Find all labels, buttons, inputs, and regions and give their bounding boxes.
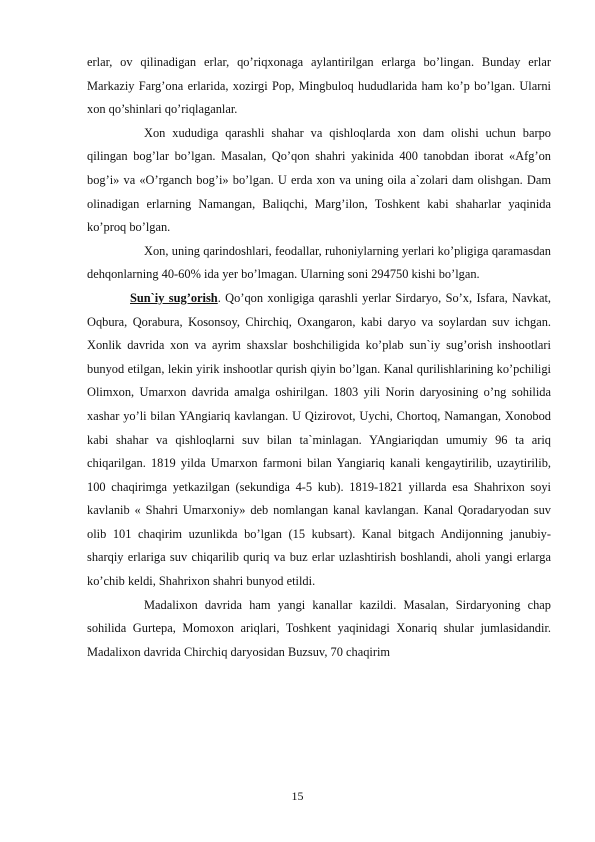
paragraph-text: . Qo’qon xonligiga qarashli yerlar Sirdaryo, So’x, Isfara, Navkat, Oqbura, Qorabura, Kosonsoy, Chirchiq, Oxangaron, kabi daryo va soylardan suv ichgan. Xonlik davrida xon va ayrim shaxslar boshchiligida ko’plab sun`iy sug’orish inshootlari bunyod etilgan, lekin yirik inshootlar qurish qiyin bo’lgan. Kanal qurilishlarining ko’pchiligi Olimxon, Umarxon davrida amalga oshirilgan. 1803 yili Norin daryosining o’ng sohilida xashar yo’li bilan YAngiariq kavlangan. U Qizirovot, Uychi, Chortoq, Namangan, Xonobod kabi shahar va qishloqlarni suv bilan ta`minlagan. YAngiariqdan umumiy 96 ta ariq chiqarilgan. 1819 yilda Umarxon farmoni bilan Yangiariq kanali kengaytirilib, uzaytirilib, 100 chaqirimga yetkazilgan (sekundiga 4-5 kub). 1819-1821 yillarda esa Shahrixon soyi kavlanib « Shahri Umarxoniy» deb nomlangan kanal kavlangan. Kanal Qoradaryodan suv olib 101 chaqirim uzunlikda bo’lgan (15 kubsart). Kanal bitgach Andijonning janubiy-sharqiy erlariga suv chiqarilib quriq va buz erlar uzlashtirish boshlandi, aholi yangi erlarga ko’chib keldi, Shahrixon shahri bunyod etildi. <box>87 290 551 589</box>
section-heading-irrigation: Sun`iy sug’orish <box>130 290 218 305</box>
paragraph-text: Xon xududiga qarashli shahar va qishloqlarda xon dam olishi uchun barpo qilingan bog’lar bo’lgan. Masalan, Qo’qon shahri yakinida 400 tanobdan iborat «Afg’on bog’i» va «O’rganch bog’i» bo’lgan. U erda xon va uning oila a`zolari dam olishgan. Dam olinadigan erlarning Namangan, Baliqchi, Marg’ilon, Toshkent kabi shaharlar yaqinida ko’proq bo’lgan. <box>87 125 551 235</box>
paragraph-landless-peasants <box>87 240 551 287</box>
paragraph-irrigation <box>87 287 551 594</box>
page-number: 15 <box>291 789 304 803</box>
paragraph-khan-gardens <box>87 122 551 240</box>
paragraph-text: Xon, uning qarindoshlari, feodallar, ruhoniylarning yerlari ko’pligiga qaramasdan dehqonlarning 40-60% ida yer bo’lmagan. Ularning soni 294750 kishi bo’lgan. <box>87 243 551 282</box>
page-body <box>87 51 551 664</box>
paragraph-text: Madalixon davrida ham yangi kanallar kazildi. Masalan, Sirdaryoning chap sohilida Gurtepa, Momoxon ariqlari, Toshkent yaqinidagi Xonariq shular jumlasidandir. Madalixon davrida Chirchiq daryosidan Buzsuv, 70 chaqirim <box>87 597 551 659</box>
paragraph-text: erlar, ov qilinadigan erlar, qo’riqxonaga aylantirilgan erlarga bo’lingan. Bunday erlar Markaziy Farg’ona erlarida, xozirgi Pop, Mingbuloq hududlarida ham ko’p bo’lgan. Ularni xon qo’shinlari qo’riqlaganlar. <box>87 55 551 117</box>
paragraph-madalixon-canals <box>87 594 551 665</box>
paragraph-land-categories <box>87 51 551 122</box>
